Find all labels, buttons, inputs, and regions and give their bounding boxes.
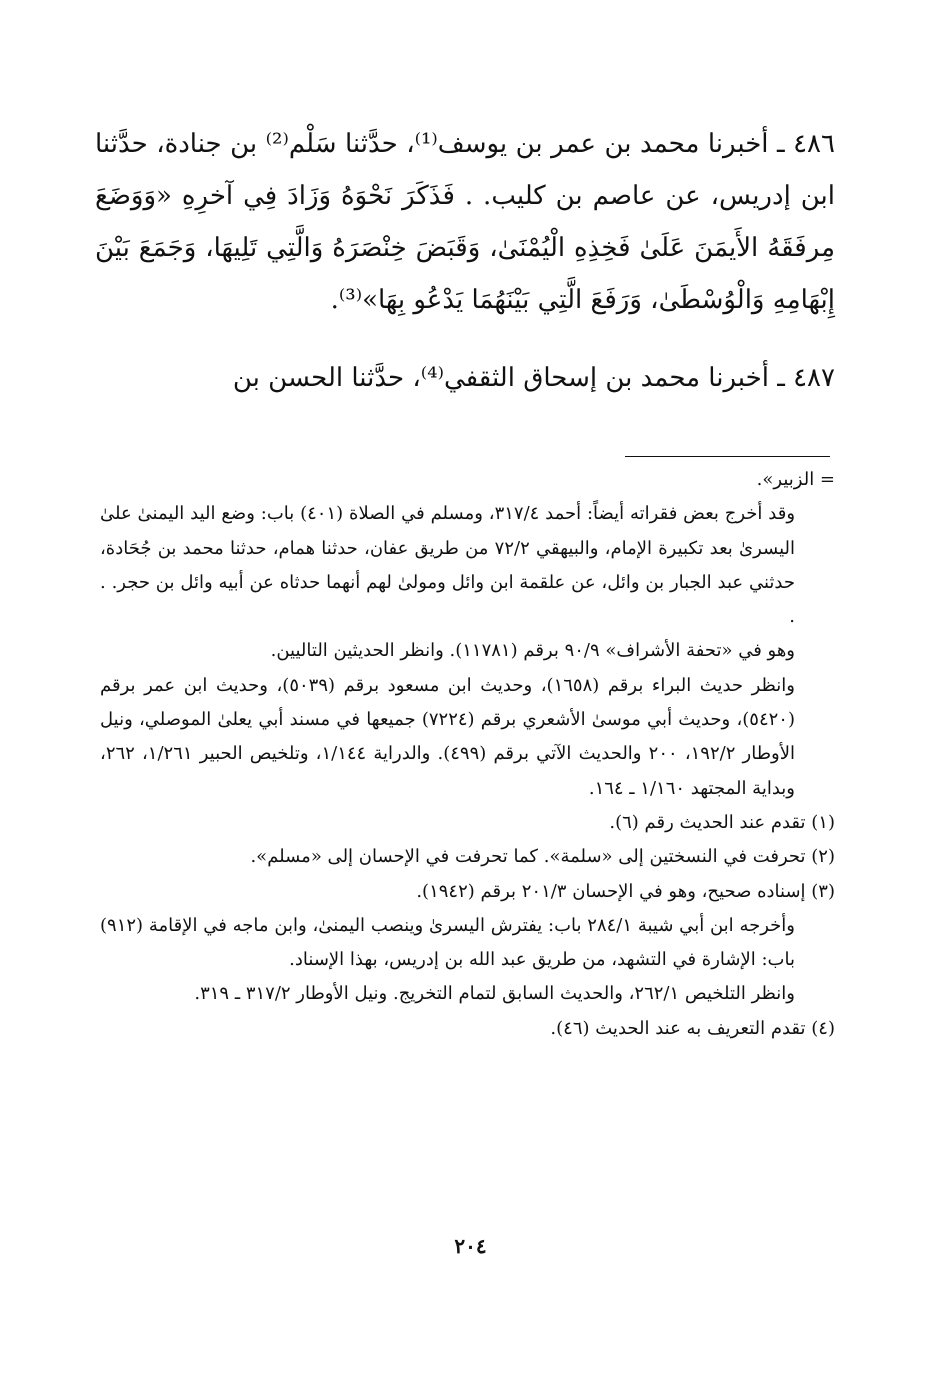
footnote-3: (٣) إسناده صحيح، وهو في الإحسان ٢٠١/٣ برقم (١٩٤٢). <box>416 880 835 902</box>
footnote-continuation: = الزبير». <box>756 469 835 490</box>
footnotes <box>100 463 835 1046</box>
footnote-paragraph: وقد أخرج بعض فقراته أيضاً: أحمد ٣١٧/٤، ومسلم في الصلاة (٤٠١) باب: وضع اليد اليمنىٰ علىٰ اليسرىٰ بعد تكبيرة الإمام، والبيهقي ٧٢/٢ من طريق عفان، حدثنا همام، حدثنا محمد بن جُحَادة، حدثني عبد الجبار بن وائل، عن علقمة ابن وائل ومولىٰ لهم أنهما حدثاه عن أبيه وائل بن حجر. . . <box>100 503 796 628</box>
footnote-paragraph: وأخرجه ابن أبي شيبة ٢٨٤/١ باب: يفترش اليسرىٰ وينصب اليمنىٰ، وابن ماجه في الإقامة (٩١٢) باب: الإشارة في التشهد، من طريق عبد الله بن إدريس، بهذا الإسناد. <box>100 914 795 971</box>
footnote-1: (١) تقدم عند الحديث رقم (٦). <box>609 811 835 833</box>
footnote-separator <box>625 456 830 457</box>
footnote-2: (٢) تحرفت في النسختين إلى «سلمة». كما تحرفت في الإحسان إلى «مسلم». <box>250 846 835 868</box>
footnote-4: (٤) تقدم التعريف به عند الحديث (٤٦). <box>550 1017 835 1039</box>
main-text <box>95 118 835 404</box>
hadith-487: ٤٨٧ ـ أخبرنا محمد بن إسحاق الثقفي⁽⁴⁾، حدَّثنا الحسن بن <box>232 363 835 393</box>
hadith-486: ٤٨٦ ـ أخبرنا محمد بن عمر بن يوسف⁽¹⁾، حدَّثنا سَلْم⁽²⁾ بن جنادة، حدَّثنا ابن إدريس، عن عاصم بن كليب. . فَذَكَرَ نَحْوَهُ وَزَادَ فِي آخرِهِ «وَوَضَعَ مِرفَقَهُ الأَيمَنَ عَلَىٰ فَخِذِهِ الْيُمْنَىٰ، وَقَبَضَ خِنْصَرَهُ وَالَّتِي تَلِيهَا، وَجَمَعَ بَيْنَ إِبْهَامِهِ وَالْوُسْطَىٰ، وَرَفَعَ الَّتِي بَيْنَهُمَا يَدْعُو بِهَا»⁽³⁾. <box>95 129 835 315</box>
footnote-paragraph: وانظر التلخيص ٢٦٢/١، والحديث السابق لتمام التخريج. ونيل الأوطار ٣١٧/٢ ـ ٣١٩. <box>194 983 795 1005</box>
footnote-paragraph: وانظر حديث البراء برقم (١٦٥٨)، وحديث ابن مسعود برقم (٥٠٣٩)، وحديث ابن عمر برقم (٥٤٢٠)، وحديث أبي موسىٰ الأشعري برقم (٧٢٢٤) جميعها في مسند أبي يعلىٰ الموصلي، ونيل الأوطار ١٩٢/٢، ٢٠٠ والحديث الآتي برقم (٤٩٩). والدراية ١/١٤٤، وتلخيص الحبير ١/٢٦١، ٢٦٢، وبداية المجتهد ١/١٦٠ ـ ١٦٤. <box>100 674 796 799</box>
footnote-paragraph: وهو في «تحفة الأشراف» ٩٠/٩ برقم (١١٧٨١). وانظر الحديثين التاليين. <box>270 640 795 662</box>
page-number: ٢٠٤ <box>454 1234 487 1258</box>
